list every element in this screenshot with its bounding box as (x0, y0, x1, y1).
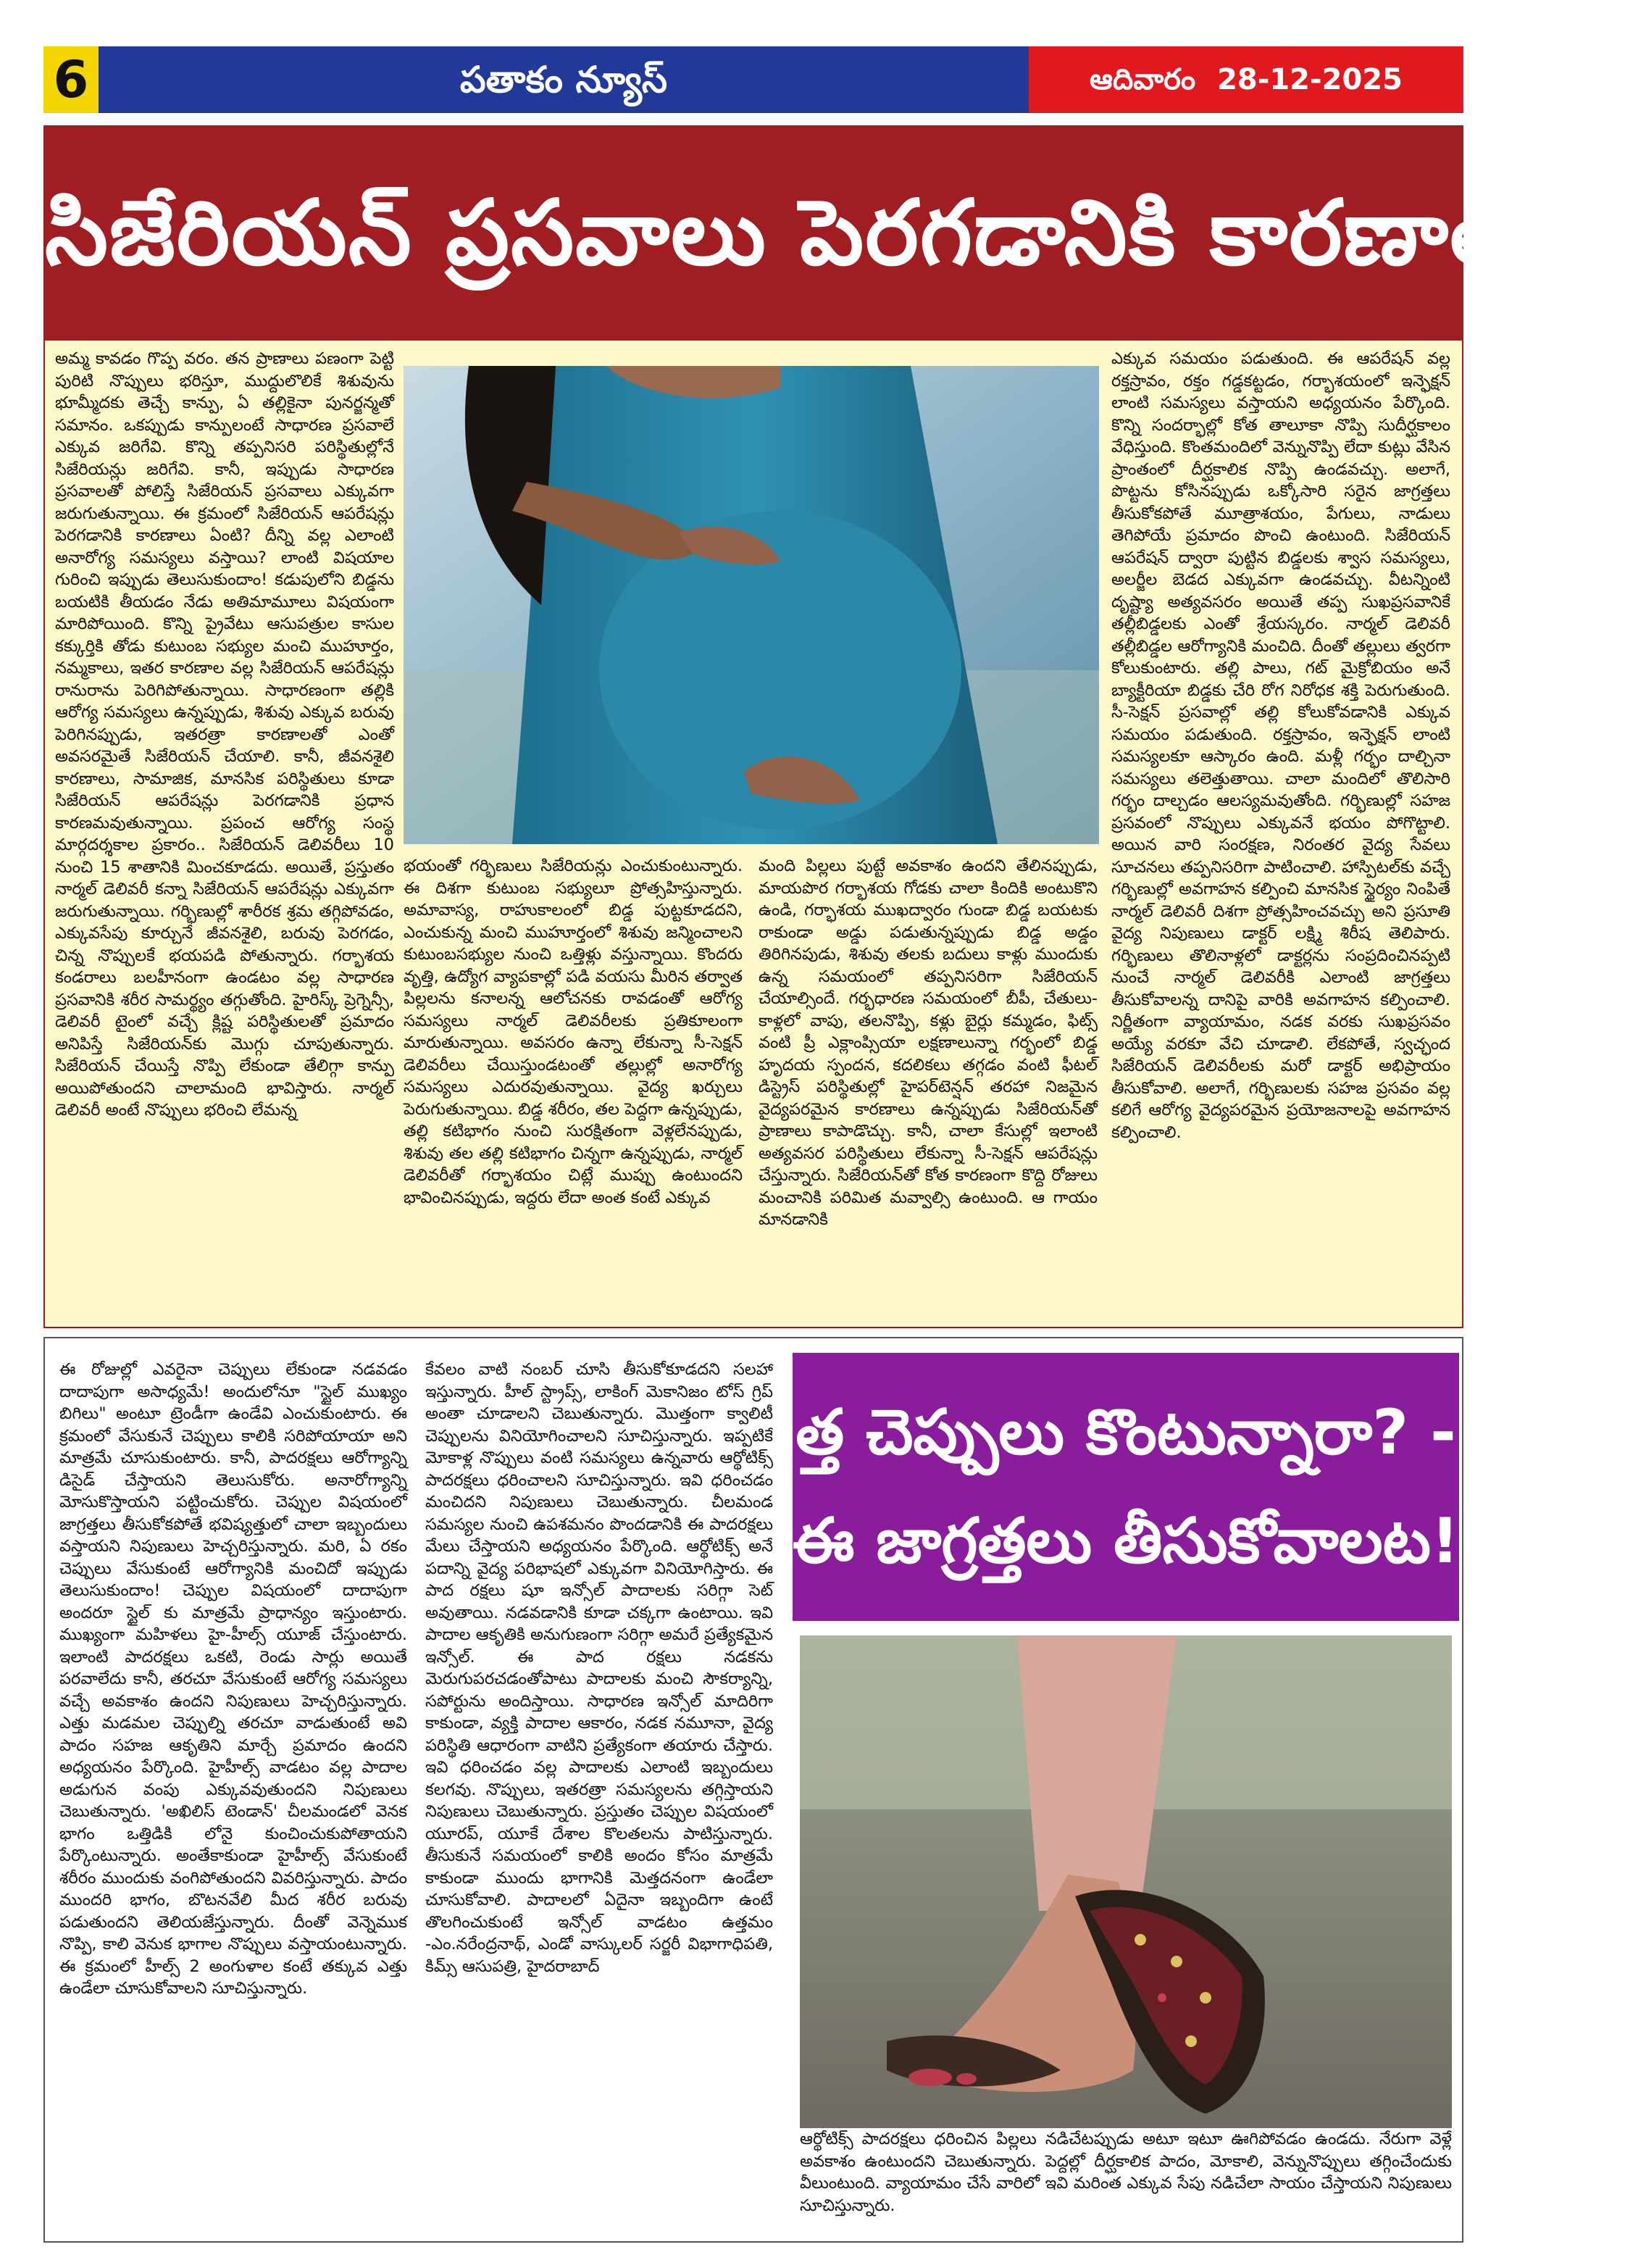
paper-name: పతాకం న్యూస్ (99, 46, 1029, 113)
footwear-column-2 (425, 1359, 773, 2228)
date: 28-12-2025 (1217, 63, 1403, 96)
pregnant-woman-photo (404, 366, 1099, 844)
page-number: 6 (43, 46, 99, 113)
article-text: ఈ రోజుల్లో ఎవరైనా చెప్పులు లేకుండా నడవడం దాదాపుగా అసాధ్యమే! అందులోనూ "స్టైల్ ముఖ్యం బిగిలు" అంటూ ట్రెండీగా ఉండేవి ఎంచుకుంటారు. ఈ క్రమంలో వేసుకునే చెప్పులు కాలికి సరిపోయాయా అని మాత్రమే చూసుకుంటారు. కానీ, పాదరక్షలు ఆరోగ్యాన్ని డిసైడ్ చేస్తాయని తెలుసుకోరు. అనారోగ్యాన్ని మోసుకొస్తాయని పట్టించుకోరు. చెప్పుల విషయంలో జాగ్రత్తలు తీసుకోకపోతే భవిష్యత్తులో చాలా ఇబ్బందులు వస్తాయని నిపుణులు హెచ్చరిస్తున్నారు. మరి, ఏ రకం చెప్పులు వేసుకుంటే ఆరోగ్యానికి మంచిదో ఇప్పుడు తెలుసుకుందాం! చెప్పుల విషయంలో దాదాపుగా అందరూ స్టైల్ కు మాత్రమే ప్రాధాన్యం ఇస్తుంటారు. ముఖ్యంగా మహిళలు హై-హీల్స్ యూజ్ చేస్తుంటారు. ఇలాంటి పాదరక్షలు ఒకటి, రెండు సార్లు అయితే పరవాలేదు కానీ, తరచూ వేసుకుంటే ఆరోగ్య సమస్యలు వచ్చే అవకాశం ఉందని నిపుణులు హెచ్చరిస్తున్నారు. ఎత్తు మడమల చెప్పుల్ని తరచూ వాడుతుంటే అవి పాదం సహజ ఆకృతిని మార్చే ప్రమాదం ఉందని అధ్యయనం పేర్కొంది. హైహీల్స్ వాడటం వల్ల పాదాల అడుగున వంపు ఎక్కువవుతుందని నిపుణులు చెబుతున్నారు. 'అఖిలిస్ టెండాన్' చీలమండలో వెనక భాగం ఒత్తిడికి లోనై కుంచించుకుపోతాయని పేర్కొంటున్నారు. అంతేకాకుండా హైహీల్స్ వేసుకుంటే శరీరం ముందుకు వంగిపోతుందని వివరిస్తున్నారు. పాదం ముందరి భాగం, బొటనవేలి మీద శరీర బరువు పడుతుందని తెలియజేస్తున్నారు. దీంతో వెన్నెముక నొప్పి, కాలి వెనుక భాగాల నొప్పులు వస్తాయంటున్నారు. ఈ క్రమంలో హీల్స్ 2 అంగుళాల కంటే తక్కువ ఎత్తు ఉండేలా చూసుకోవాలని సూచిస్తున్నారు. (59, 1360, 407, 1998)
article-headline: సిజేరియన్ ప్రసవాలు పెరగడానికి కారణాలివే! (45, 127, 1462, 341)
article-text: అమ్మ కావడం గొప్ప వరం. తన ప్రాణాలు పణంగా పెట్టి పురిటి నొప్పులు భరిస్తూ, ముద్దులొలికే శిశువును భూమ్మీదకు తెచ్చే కాన్పు, ఏ తల్లికైనా పునర్జన్మతో సమానం. ఒకప్పుడు కాన్పులంటే సాధారణ ప్రసవాలే ఎక్కువ జరిగేవి. కొన్ని తప్పనిసరి పరిస్థితుల్లోనే సిజేరియన్లు జరిగేవి. కానీ, ఇప్పుడు సాధారణ ప్రసవాలతో పోలిస్తే సిజేరియన్ ప్రసవాలు ఎక్కువగా జరుగుతున్నాయి. ఈ క్రమంలో సిజేరియన్ ఆపరేషన్లు పెరగడానికి కారణాలు ఏంటి? దీన్ని వల్ల ఎలాంటి అనారోగ్య సమస్యలు వస్తాయి? లాంటి విషయాల గురించి ఇప్పుడు తెలుసుకుందాం! కడుపులోని బిడ్డను బయటికి తీయడం నేడు అతిమామూలు విషయంగా మారిపోయింది. కొన్ని ప్రైవేటు ఆసుపత్రుల కాసుల కక్కుర్తికి తోడు కుటుంబ సభ్యుల మంచి ముహూర్తం, నమ్మకాలు, ఇతర కారణాల వల్ల సిజేరియన్ ఆపరేషన్లు రానురాను పెరిగిపోతున్నాయి. సాధారణంగా తల్లికి ఆరోగ్య సమస్యలు ఉన్నప్పుడు, శిశువు ఎక్కువ బరువు పెరిగినప్పుడు, ఇతరత్రా కారణాలతో ఎంతో అవసరమైతే సిజేరియన్ చేయాలి. కానీ, జీవనశైలి కారణాలు, సామాజిక, మానసిక పరిస్థితులు కూడా సిజేరియన్ ఆపరేషన్లు పెరగడానికి ప్రధాన కారణమవుతున్నాయి. ప్రపంచ ఆరోగ్య సంస్థ మార్గదర్శకాల ప్రకారం.. సిజేరియన్ డెలివరీలు 10 నుంచి 15 శాతానికి మించకూడదు. అయితే, ప్రస్తుతం నార్మల్ డెలివరీ కన్నా సిజేరియన్ ఆపరేషన్లు ఎక్కువగా జరుగుతున్నాయి. గర్భిణుల్లో శారీరక శ్రమ తగ్గిపోవడం, ఎక్కువసేపు కూర్చునే జీవనశైలి, బరువు పెరగడం, చిన్న నొప్పులకే భయపడి పోతున్నారు. గర్భాశయ కండరాలు బలహీనంగా ఉండటం వల్ల సాధారణ ప్రసవానికి శరీర సామర్థ్యం తగ్గుతోంది. హైరిస్క్ ప్రెగ్నెన్సీ, డెలివరీ టైంలో వచ్చే క్లిష్ట పరిస్థితులతో ప్రమాదం అనిపిస్తే సిజేరియన్‌కు మొగ్గు చూపుతున్నారు. సిజేరియన్ చేయిస్తే నొప్పి లేకుండా తేలిగ్గా కాన్పు అయిపోతుందని చాలామంది భావిస్తారు. నార్మల్ డెలివరీ అంటే నొప్పులు భరించి లేమన్న (55, 349, 394, 1120)
issue-date (1029, 46, 1463, 113)
headline-line-1: త్త చెప్పులు కొంటున్నారా? - (795, 1396, 1456, 1469)
article-column-4 (1111, 348, 1450, 1315)
article-column-3 (759, 855, 1098, 1319)
cesarean-article (43, 125, 1625, 1328)
footwear-article (43, 1337, 1463, 2243)
sandal-photo (800, 1635, 1452, 2128)
article-text: భయంతో గర్భిణులు సిజేరియన్లు ఎంచుకుంటున్నారు. ఈ దిశగా కుటుంబ సభ్యులూ ప్రోత్సహిస్తున్నారు. అమావాస్య, రాహుకాలంలో బిడ్డ పుట్టకూడదని, ఎంచుకున్న మంచి ముహూర్తంలో శిశువు జన్మించాలని కుటుంబసభ్యుల నుంచి ఒత్తిళ్లు వస్తున్నాయి. కొందరు వృత్తి, ఉద్యోగ వ్యాపకాల్లో పడి వయసు మీరిన తర్వాత పిల్లలను కనాలన్న ఆలోచనకు రావడంతో ఆరోగ్య సమస్యలు నార్మల్ డెలివరీలకు ప్రతికూలంగా మారుతున్నాయి. అవసరం ఉన్నా లేకున్నా సీ-సెక్షన్ డెలివరీలు చేయిస్తుండటంతో తల్లుల్లో అనారోగ్య సమస్యలు ఎదురవుతున్నాయి. వైద్య ఖర్చులు పెరుగుతున్నాయి. బిడ్డ శరీరం, తల పెద్దగా ఉన్నప్పుడు, తల్లి కటిభాగం నుంచి సురక్షితంగా వెళ్లలేనప్పుడు, శిశువు తల తల్లి కటిభాగం చిన్నగా ఉన్నప్పుడు, నార్మల్ డెలివరీతో గర్భాశయం చిట్లే ముప్పు ఉంటుందని భావించినప్పుడు, ఇద్దరు లేదా అంత కంటే ఎక్కువ (404, 856, 743, 1207)
headline-line-2: ఈ జాగ్రత్తలు తీసుకోవాలట! (793, 1505, 1460, 1577)
article-column-1 (55, 348, 394, 1315)
masthead (43, 46, 1463, 113)
article-text: ఎక్కువ సమయం పడుతుంది. ఈ ఆపరేషన్ వల్ల రక్తస్రావం, రక్తం గడ్డకట్టడం, గర్భాశయంలో ఇన్ఫెక్షన్ లాంటి సమస్యలు వస్తాయని అధ్యయనం పేర్కొంది. కొన్ని సందర్భాల్లో కోత తాలూకా నొప్పి సుదీర్ఘకాలం వేధిస్తుంది. కొంతమందిలో వెన్నునొప్పి లేదా కుట్లు వేసిన ప్రాంతంలో దీర్ఘకాలిక నొప్పి ఉండవచ్చు. అలాగే, పొట్టను కోసినప్పుడు ఒక్కోసారి సరైన జాగ్రత్తలు తీసుకోకపోతే మూత్రాశయం, పేగులు, నాడులు తెగిపోయే ప్రమాదం పొంచి ఉంటుంది. సిజేరియన్ ఆపరేషన్ ద్వారా పుట్టిన బిడ్డలకు శ్వాస సమస్యలు, అలర్జీల బెడద ఎక్కువగా ఉండవచ్చు. వీటన్నింటి దృష్ట్యా అత్యవసరం అయితే తప్ప సుఖప్రసవానికే తల్లీబిడ్డలకు ఎంతో శ్రేయస్కరం. నార్మల్ డెలివరీ తల్లీబిడ్డల ఆరోగ్యానికి మంచిది. దీంతో తల్లులు త్వరగా కోలుకుంటారు. తల్లి పాలు, గట్ మైక్రోబియం అనే బ్యాక్టీరియా బిడ్డకు చేరి రోగ నిరోధక శక్తి పెరుగుతుంది. సీ-సెక్షన్ ప్రసవాల్లో తల్లి కోలుకోవడానికి ఎక్కువ సమయం పడుతుంది. రక్తస్రావం, ఇన్ఫెక్షన్ లాంటి సమస్యలకూ ఆస్కారం ఉంది. మళ్లీ గర్భం దాల్చినా సమస్యలు తలెత్తుతాయి. చాలా మందిలో తొలిసారి గర్భం దాల్చడం ఆలస్యమవుతోంది. గర్భిణుల్లో సహజ ప్రసవంలో నొప్పులు ఎక్కువనే భయం పోగొట్టాలి. అయిన వారి సంరక్షణ, నిరంతర వైద్య సేవలు సూచనలు తప్పనిసరిగా పాటించాలి. హాస్పిటల్‌కు వచ్చే గర్భిణుల్లో అవగాహన కల్పించి మానసిక స్థైర్యం నింపితే నార్మల్ డెలివరీ దిశగా ప్రోత్సహించవచ్చు అని ప్రసూతి వైద్య నిపుణులు డాక్టర్ లక్ష్మి శిరీష తెలిపారు. గర్భిణులు తొలినాళ్లలో డాక్టర్లను సంప్రదించినప్పటి నుంచే నార్మల్ డెలివరీకి ఎలాంటి జాగ్రత్తలు తీసుకోవాలన్న దానిపై వారికి అవగాహన కల్పించాలి. నిర్ణీతంగా వ్యాయామం, నడక వరకు సుఖప్రసవం అయ్యే వరకూ వేచి చూడాలి. లేకపోతే, స్వచ్ఛంద సిజేరియన్ డెలివరీలకు మరో డాక్టర్ అభిప్రాయం తీసుకోవాలి. అలాగే, గర్భిణులకు సహజ ప్రసవం వల్ల కలిగే ఆరోగ్య వైద్యపరమైన ప్రయోజనాలపై అవగాహన కల్పించాలి. (1111, 349, 1450, 1142)
photo-caption: ఆర్థోటిక్స్ పాదరక్షలు ధరించిన పిల్లలు నడిచేటప్పుడు అటూ ఇటూ ఊగిపోవడం ఉండదు. నేరుగా వెళ్లే అవకాశం ఉంటుందని చెబుతున్నారు. పెద్దల్లో దీర్ఘకాలిక పాదం, మోకాలి, వెన్నునొప్పులు తగ్గించేందుకు వీలుంటుంది. వ్యాయామం చేసే వారిలో ఇవి మరింత ఎక్కువ సేపు నడిచేలా సాయం చేస్తాయని నిపుణులు సూచిస్తున్నారు. (800, 2130, 1452, 2215)
article-column-2 (404, 855, 743, 1319)
weekday: ఆదివారం (1090, 63, 1196, 96)
article-text: కేవలం వాటి నంబర్ చూసి తీసుకోకూడదని సలహా ఇస్తున్నారు. హీల్ స్ట్రాప్స్, లాకింగ్ మెకానిజం టోస్ గ్రిప్ అంతా చూడాలని చెబుతున్నారు. మొత్తంగా క్వాలిటీ చెప్పులను వినియోగించాలని సూచిస్తున్నారు. ఇప్పటికే మోకాళ్ల నొప్పులు వంటి సమస్యలు ఉన్నవారు ఆర్థోటిక్స్ పాదరక్షలు ధరించాలని సూచిస్తున్నారు. ఇవి ధరించడం మంచిదని నిపుణులు చెబుతున్నారు. చీలమండ సమస్యల నుంచి ఉపశమనం పొందడానికి ఈ పాదరక్షలు మేలు చేస్తాయని అధ్యయనం పేర్కొంది. ఆర్థోటిక్స్ అనే పదాన్ని వైద్య పరిభాషలో ఎక్కువగా వినియోగిస్తారు. ఈ పాద రక్షలు షూ ఇన్సోల్ పాదాలకు సరిగ్గా సెట్ అవుతాయి. నడవడానికి కూడా చక్కగా ఉంటాయి. ఇవి పాదాల ఆకృతికి అనుగుణంగా సరిగ్గా అమరే ప్రత్యేకమైన ఇన్సోల్. ఈ పాద రక్షలు నడకను మెరుగుపరచడంతోపాటు పాదాలకు మంచి సౌకర్యాన్ని, సపోర్టును అందిస్తాయి. సాధారణ ఇన్సోల్ మాదిరిగా కాకుండా, వ్యక్తి పాదాల ఆకారం, నడక నమూనా, వైద్య పరిస్థితి ఆధారంగా వాటిని ప్రత్యేకంగా తయారు చేస్తారు. ఇవి ధరించడం వల్ల పాదాలకు ఎలాంటి ఇబ్బందులు కలగవు. నొప్పులు, ఇతరత్రా సమస్యలను తగ్గిస్తాయని నిపుణులు చెబుతున్నారు. ప్రస్తుతం చెప్పుల విషయంలో యూరప్, యూకే దేశాల కొలతలను పాటిస్తున్నారు. తీసుకునే సమయంలో కాలికి అందం కోసం మాత్రమే కాకుండా ముందు భాగానికి మెత్తదనంగా ఉండేలా చూసుకోవాలి. పాదాలలో ఏదైనా ఇబ్బందిగా ఉంటే తొలగించుకుంటే ఇన్సోల్ వాడటం ఉత్తమం -ఎం.నరేంద్రనాథ్, ఎండో వాస్కులర్ సర్జరీ విభాగాధిపతి, కిమ్స్ ఆసుపత్రి, హైదరాబాద్ (425, 1360, 773, 1976)
article-text: మంది పిల్లలు పుట్టే అవకాశం ఉందని తేలినప్పుడు, మాయపొర గర్భాశయ గోడకు చాలా కిందికి అంటుకొని ఉండి, గర్భాశయ ముఖద్వారం గుండా బిడ్డ బయటకు రాకుండా అడ్డు పడుతున్నప్పుడు బిడ్డ అడ్డం తిరిగినపుడు, శిశువు తలకు బదులు కాళ్లు ముందుకు ఉన్న సమయంలో తప్పనిసరిగా సిజేరియన్ చేయాల్సిందే. గర్భధారణ సమయంలో బీపీ, చేతులు-కాళ్లలో వాపు, తలనొప్పి, కళ్లు బైర్లు కమ్మడం, ఫిట్స్ వంటి ప్రీ ఎక్లాంప్సియా లక్షణాలున్నా గర్భంలో బిడ్డ హృదయ స్పందన, కదలికలు తగ్గడం వంటి ఫీటల్ డిస్ట్రెస్ పరిస్థితుల్లో హైపర్‌టెన్షన్ తరహా నిజమైన వైద్యపరమైన కారణాలు ఉన్నప్పుడు సిజేరియన్‌తో ప్రాణాలు కాపాడొచ్చు. కానీ, చాలా కేసుల్లో ఇలాంటి అత్యవసర పరిస్థితులు లేకున్నా సీ-సెక్షన్ ఆపరేషన్లు చేస్తున్నారు. సిజేరియన్‌తో కోత కారణంగా కొద్ది రోజులు మంచానికి పరిమిత మవ్వాల్సి ఉంటుంది. ఆ గాయం మానడానికి (759, 856, 1098, 1229)
footwear-headline (793, 1353, 1459, 1621)
footwear-column-1 (59, 1359, 407, 2228)
